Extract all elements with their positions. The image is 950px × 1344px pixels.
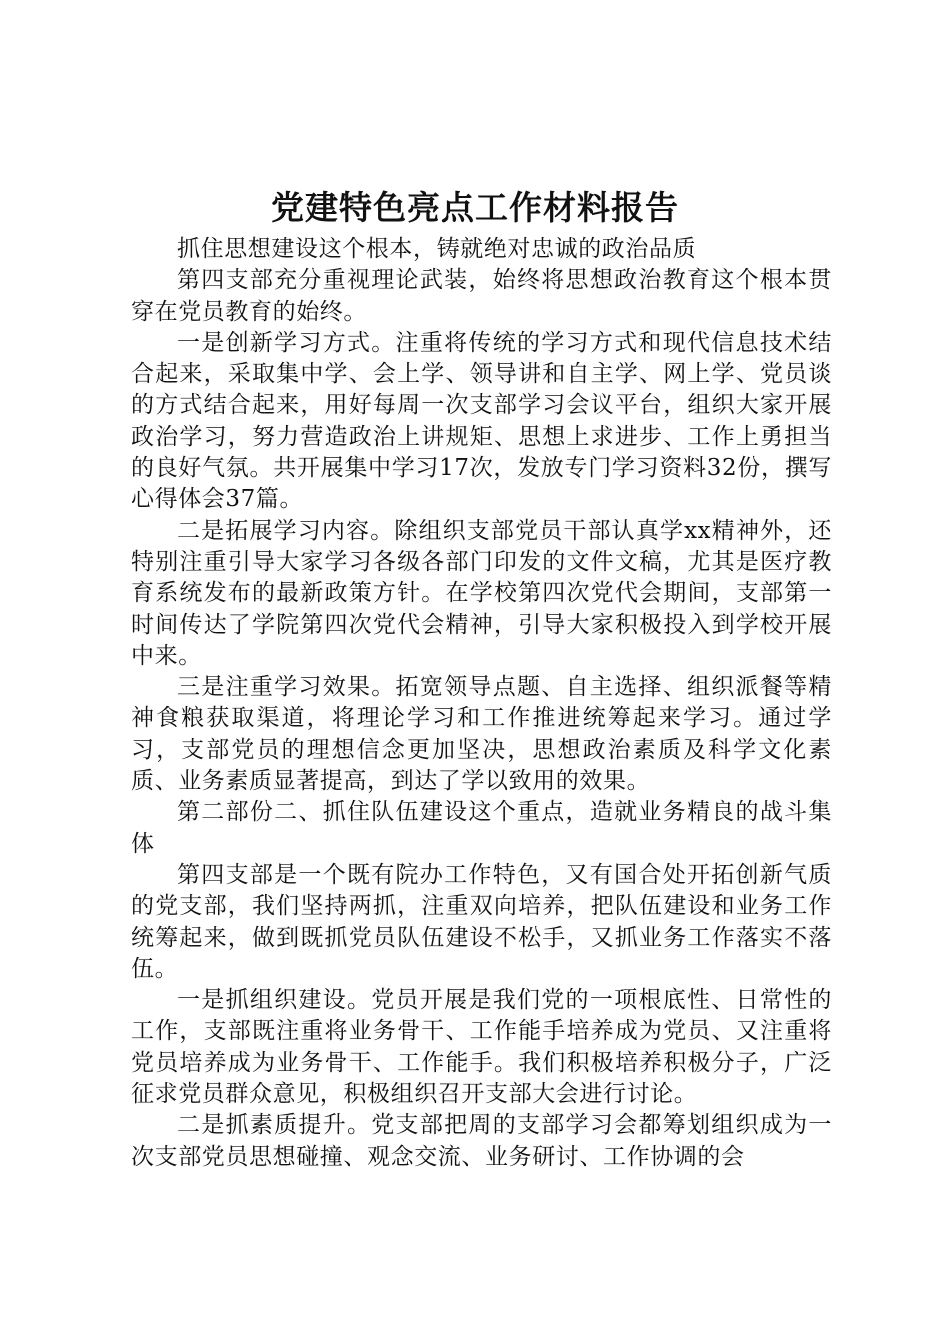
paragraph: 第四支部是一个既有院办工作特色，又有国合处开拓创新气质的党支部，我们坚持两抓，注重双向培养，把队伍建设和业务工作统筹起来，做到既抓党员队伍建设不松手，又抓业务工作落实不落伍。 (131, 861, 832, 982)
paragraph: 第四支部充分重视理论武装，始终将思想政治教育这个根本贯穿在党员教育的始终。 (131, 267, 832, 325)
document-title: 党建特色亮点工作材料报告 (271, 188, 679, 227)
paragraph-heading-1: 抓住思想建设这个根本，铸就绝对忠诚的政治品质 (177, 236, 697, 262)
document-body (131, 234, 832, 1173)
paragraph: 二是拓展学习内容。除组织支部党员干部认真学xx精神外，还特别注重引导大家学习各级各部门印发的文件文稿，尤其是医疗教育系统发布的最新政策方针。在学校第四次党代会期间，支部第一时间传达了学院第四次党代会精神，引导大家积极投入到学校开展中来。 (131, 517, 832, 669)
paragraph: 二是抓素质提升。党支部把周的支部学习会都筹划组织成为一次支部党员思想碰撞、观念交流、业务研讨、工作协调的会 (131, 1112, 832, 1170)
paragraph-heading-2: 第二部份二、抓住队伍建设这个重点，造就业务精良的战斗集体 (131, 799, 832, 857)
paragraph: 一是抓组织建设。党员开展是我们党的一项根底性、日常性的工作，支部既注重将业务骨干、工作能手培养成为党员、又注重将党员培养成为业务骨干、工作能手。我们积极培养积极分子，广泛征求党员群众意见，积极组织召开支部大会进行讨论。 (131, 987, 832, 1108)
paragraph: 三是注重学习效果。拓宽领导点题、自主选择、组织派餐等精神食粮获取渠道，将理论学习和工作推进统筹起来学习。通过学习，支部党员的理想信念更加坚决，思想政治素质及科学文化素质、业务素质显著提高，到达了学以致用的效果。 (131, 674, 832, 795)
paragraph: 一是创新学习方式。注重将传统的学习方式和现代信息技术结合起来，采取集中学、会上学、领导讲和自主学、网上学、党员谈的方式结合起来，用好每周一次支部学习会议平台，组织大家开展政治学习，努力营造政治上讲规矩、思想上求进步、工作上勇担当的良好气氛。共开展集中学习17次，发放专门学习资料32份，撰写心得体会37篇。 (131, 329, 832, 513)
